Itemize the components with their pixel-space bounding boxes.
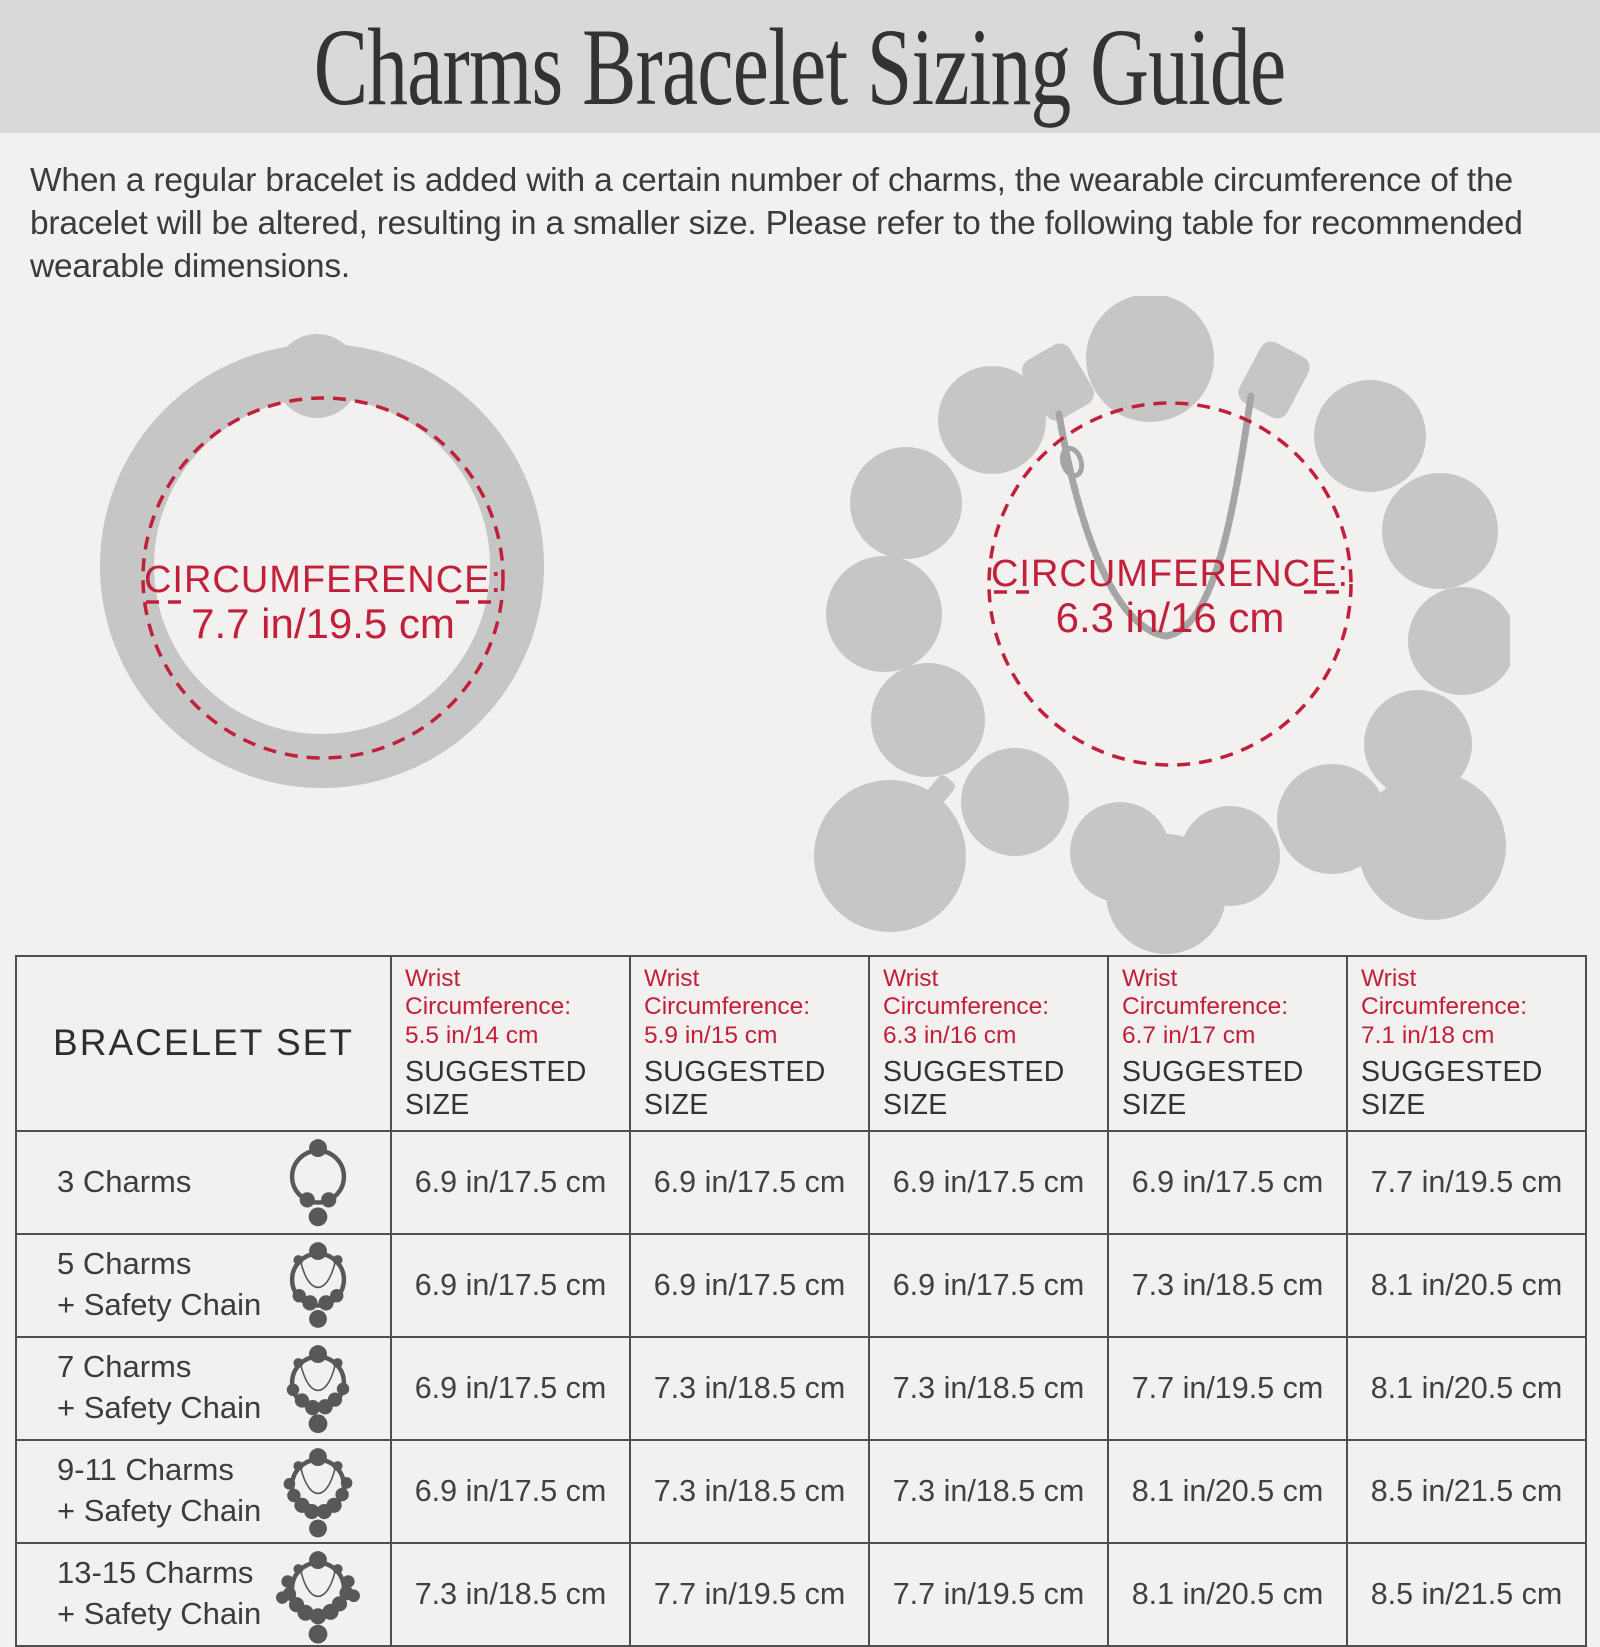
set-name: 5 Charms <box>57 1246 192 1282</box>
wrist-circumference-label: Wrist Circumference: <box>1122 964 1289 1021</box>
set-name-line2: + Safety Chain <box>57 1596 262 1632</box>
suggested-size-label: SUGGESTED SIZE <box>883 1055 1065 1121</box>
size-value: 8.1 in/20.5 cm <box>1347 1234 1586 1337</box>
bracelet-set-cell <box>16 1234 391 1337</box>
size-value: 8.1 in/20.5 cm <box>1108 1543 1347 1646</box>
bracelet-set-cell <box>16 1543 391 1646</box>
size-value: 7.3 in/18.5 cm <box>391 1543 630 1646</box>
bracelet-9-11-charms-safety-chain-icon <box>274 1441 362 1541</box>
bracelet-set-label <box>57 1244 261 1326</box>
bracelet-set-label <box>57 1553 261 1635</box>
plain-bracelet-diagram <box>60 316 590 876</box>
wrist-column-header-3 <box>869 956 1108 1131</box>
bracelet-set-header: BRACELET SET <box>16 956 391 1131</box>
size-value: 6.9 in/17.5 cm <box>869 1234 1108 1337</box>
size-value: 8.5 in/21.5 cm <box>1347 1440 1586 1543</box>
table-row-9-11-charms <box>16 1440 1586 1543</box>
size-value: 6.9 in/17.5 cm <box>391 1337 630 1440</box>
size-value: 6.9 in/17.5 cm <box>391 1131 630 1234</box>
table-row-3-charms <box>16 1131 1586 1234</box>
bracelet-7-charms-safety-chain-icon <box>274 1338 362 1438</box>
size-value: 7.3 in/18.5 cm <box>630 1440 869 1543</box>
title-band <box>0 0 1600 133</box>
table-row-13-15-charms <box>16 1543 1586 1646</box>
wrist-column-header-4 <box>1108 956 1347 1131</box>
bracelet-5-charms-safety-chain-icon <box>274 1235 362 1335</box>
size-value: 7.7 in/19.5 cm <box>1108 1337 1347 1440</box>
set-name-line2: + Safety Chain <box>57 1493 262 1529</box>
wrist-column-header-1 <box>391 956 630 1131</box>
size-value: 8.5 in/21.5 cm <box>1347 1543 1586 1646</box>
plain-circumference-label: CIRCUMFERENCE: <box>143 558 503 601</box>
wrist-circumference-value: 7.1 in/18 cm <box>1361 1021 1495 1049</box>
wrist-circumference-label: Wrist Circumference: <box>644 964 811 1021</box>
size-value: 8.1 in/20.5 cm <box>1347 1337 1586 1440</box>
intro-paragraph: When a regular bracelet is added with a certain number of charms, the wearable circumference of the bracelet will be altered, resulting in a smaller size. Please refer to the following table for recommended wearable dimensions. <box>30 162 1523 286</box>
size-value: 7.7 in/19.5 cm <box>1347 1131 1586 1234</box>
bracelet-set-label <box>57 1347 261 1429</box>
bracelet-3-charms-icon <box>274 1132 362 1232</box>
suggested-size-label: SUGGESTED SIZE <box>405 1055 587 1121</box>
charms-bracelet-diagram <box>810 296 1510 956</box>
charms-circumference-annotation <box>989 403 1351 765</box>
bracelet-set-cell <box>16 1131 391 1234</box>
charms-circumference-value: 6.3 in/16 cm <box>1055 593 1285 641</box>
plain-circumference-value: 7.7 in/19.5 cm <box>191 599 455 647</box>
bracelet-13-15-charms-safety-chain-icon <box>274 1544 362 1644</box>
size-value: 8.1 in/20.5 cm <box>1108 1440 1347 1543</box>
suggested-size-label: SUGGESTED SIZE <box>1361 1055 1543 1121</box>
size-value: 7.7 in/19.5 cm <box>630 1543 869 1646</box>
wrist-circumference-value: 5.9 in/15 cm <box>644 1021 778 1049</box>
size-value: 7.3 in/18.5 cm <box>1108 1234 1347 1337</box>
wrist-column-header-5 <box>1347 956 1586 1131</box>
set-name: 13-15 Charms <box>57 1555 254 1591</box>
set-name-line2: + Safety Chain <box>57 1287 262 1323</box>
set-name: 9-11 Charms <box>57 1452 234 1488</box>
bracelet-set-cell <box>16 1440 391 1543</box>
charms-circumference-label: CIRCUMFERENCE: <box>990 552 1350 595</box>
wrist-circumference-label: Wrist Circumference: <box>405 964 572 1021</box>
table-header-row <box>16 956 1586 1131</box>
size-value: 7.3 in/18.5 cm <box>869 1337 1108 1440</box>
set-name: 7 Charms <box>57 1349 192 1385</box>
size-value: 6.9 in/17.5 cm <box>630 1131 869 1234</box>
bracelet-set-label <box>57 1450 261 1532</box>
size-value: 6.9 in/17.5 cm <box>391 1440 630 1543</box>
bracelet-set-label <box>57 1162 191 1203</box>
suggested-size-label: SUGGESTED SIZE <box>644 1055 826 1121</box>
set-name-line2: + Safety Chain <box>57 1390 262 1426</box>
size-value: 6.9 in/17.5 cm <box>869 1131 1108 1234</box>
size-value: 7.3 in/18.5 cm <box>869 1440 1108 1543</box>
wrist-circumference-value: 6.3 in/16 cm <box>883 1021 1017 1049</box>
diagrams-section <box>0 289 1600 949</box>
page-title: Charms Bracelet Sizing Guide <box>314 5 1286 128</box>
wrist-circumference-value: 5.5 in/14 cm <box>405 1021 539 1049</box>
wrist-circumference-label: Wrist Circumference: <box>883 964 1050 1021</box>
size-value: 7.7 in/19.5 cm <box>869 1543 1108 1646</box>
bracelet-set-cell <box>16 1337 391 1440</box>
wrist-column-header-2 <box>630 956 869 1131</box>
wrist-circumference-value: 6.7 in/17 cm <box>1122 1021 1256 1049</box>
size-value: 6.9 in/17.5 cm <box>1108 1131 1347 1234</box>
size-value: 6.9 in/17.5 cm <box>391 1234 630 1337</box>
sizing-table <box>15 955 1587 1647</box>
table-row-7-charms <box>16 1337 1586 1440</box>
size-value: 7.3 in/18.5 cm <box>630 1337 869 1440</box>
size-value: 6.9 in/17.5 cm <box>630 1234 869 1337</box>
suggested-size-label: SUGGESTED SIZE <box>1122 1055 1304 1121</box>
set-name: 3 Charms <box>57 1163 192 1199</box>
table-row-5-charms <box>16 1234 1586 1337</box>
wrist-circumference-label: Wrist Circumference: <box>1361 964 1528 1021</box>
